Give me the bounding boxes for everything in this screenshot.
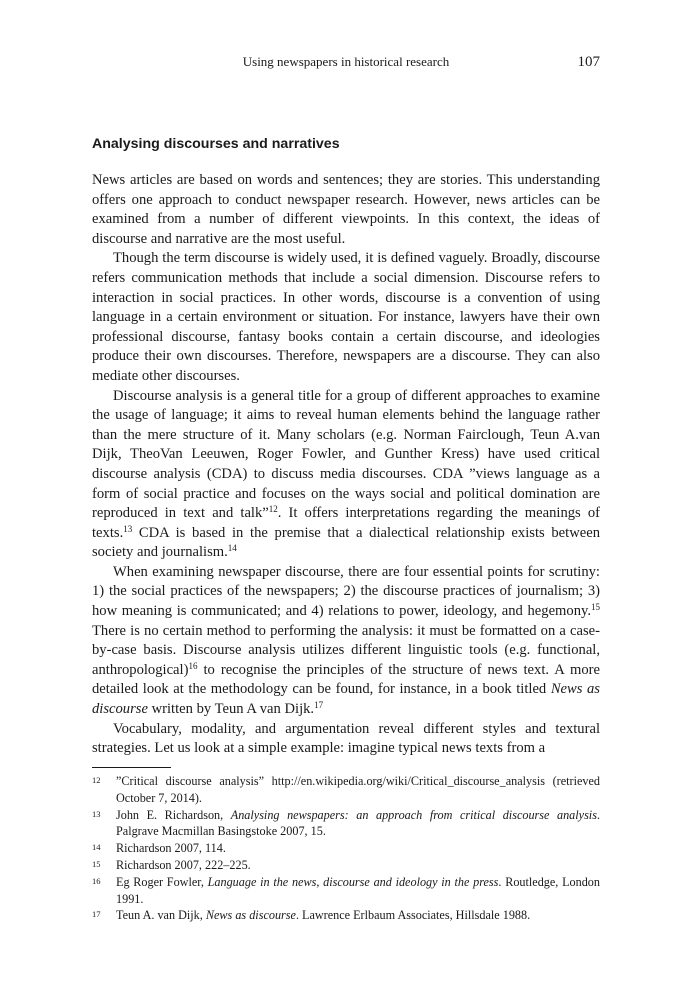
paragraph-4: [92, 563, 600, 720]
footnote-text: [116, 907, 600, 924]
paragraph-1: News articles are based on words and sentences; they are stories. This understanding offers one approach to conduct newspaper research. However, news articles can be examined from a number of different viewpoints. In this context, the ideas of discourse and narrative are the most useful.: [92, 172, 600, 247]
footnote-publication: . Palgrave Macmillan Basingstoke 2007, 15.: [116, 807, 600, 839]
body-text: [92, 171, 600, 759]
paragraph-4-text-c: to recognise the principles of the structure of news text. A more detailed look at the methodology can be found, for instance, in a book titled: [92, 661, 600, 698]
paragraph-4-text-d: written by Teun A van Dijk.: [147, 701, 315, 718]
paragraph-3: [92, 387, 600, 563]
footnote-author: Eg Roger Fowler,: [116, 874, 208, 889]
paragraph-5: Vocabulary, modality, and argumentation reveal different styles and textural strategies. Let us look at a simple example: imagine typical news texts from a: [92, 720, 600, 757]
footnote-author: Teun A. van Dijk,: [116, 908, 206, 923]
footnote-number: 17: [92, 909, 101, 920]
paragraph-3-text-a: Discourse analysis is a general title for a group of different approaches to examine the usage of language; it aims to reveal human elements behind the language rather than the mere structure of it. Many scholars (e.g. Norman Fairclough, Teun A.van Dijk, TheoVan Leeuwen, Roger Fowler, and Gunther Kress) have used critical discourse analysis (CDA) to discuss media discourses. CDA ”views language as a form of social practice and focuses on the ways social and political domination are reproduced in text and talk”: [92, 387, 600, 522]
footnote-divider: [92, 767, 171, 768]
footnote-publication: . Lawrence Erlbaum Associates, Hillsdale 1988.: [295, 908, 531, 923]
footnote-publication: . Routledge, London 1991.: [116, 874, 600, 906]
running-title: Using newspapers in historical research: [242, 54, 450, 69]
footnote-14: [92, 840, 600, 857]
footnote-number: 12: [92, 775, 101, 785]
footnote-work-title: Analysing newspapers: an approach from critical discourse analysis: [230, 807, 597, 822]
footnote-16: [92, 874, 600, 908]
footnote-work-title: Language in the news, discourse and ideology in the press: [207, 874, 499, 889]
paragraph-3-text-c: CDA is based in the premise that a dialectical relationship exists between society and journalism.: [92, 524, 600, 561]
book-title-news-as-discourse: News as discourse: [92, 681, 600, 718]
footnote-ref-16[interactable]: 16: [188, 660, 198, 671]
footnote-number: 14: [92, 842, 101, 853]
paragraph-4-text-a: When examining newspaper discourse, there are four essential points for scrutiny: 1) the social practices of the newspapers; 2) the discourse practices of journalism; 3) how meaning is communicated; and 4) relations to power, ideology, and hegemony.: [92, 563, 600, 620]
footnote-text: ”Critical discourse analysis” http://en.wikipedia.org/wiki/Critical_discourse_analysis (retrieved October 7, 2014).: [116, 774, 600, 805]
footnote-author: John E. Richardson,: [116, 807, 231, 822]
footnote-number: 16: [92, 875, 101, 886]
footnote-number: 13: [92, 808, 101, 819]
footnote-work-title: News as discourse: [205, 908, 296, 923]
footnote-ref-14[interactable]: 14: [227, 543, 237, 554]
footnote-15: [92, 857, 600, 874]
footnote-12: [92, 773, 600, 807]
paragraph-3-text-b: . It offers interpretations regarding the meanings of texts.: [92, 505, 600, 541]
page-number: 107: [577, 54, 600, 70]
paragraph-2: Though the term discourse is widely used, it is defined vaguely. Broadly, discourse refers communication methods that include a social dimension. Discourse refers to interaction in social practices. In other words, discourse is a convention of using language in a certain environment or situation. For instance, lawyers have their own professional discourse, fantasy books contain a certain discourse, and ideologies produce their own discourses. Therefore, newspapers are a discourse. They can also mediate other discourses.: [92, 250, 600, 384]
footnote-ref-12[interactable]: 12: [268, 504, 278, 515]
footnote-text: Richardson 2007, 114.: [116, 841, 226, 856]
footnote-text: [116, 807, 600, 841]
footnote-text: Richardson 2007, 222–225.: [116, 857, 251, 872]
section-heading: Analysing discourses and narratives: [92, 136, 340, 152]
footnote-ref-17[interactable]: 17: [314, 700, 324, 711]
footnote-text: [116, 874, 600, 908]
footnote-ref-13[interactable]: 13: [123, 523, 133, 534]
footnote-ref-15[interactable]: 15: [591, 602, 600, 613]
footnote-13: [92, 807, 600, 841]
footnotes: [92, 773, 600, 924]
footnote-number: 15: [92, 858, 101, 869]
paragraph-4-text-b: There is no certain method to performing the analysis: it must be formatted on a case-by-case basis. Discourse analysis utilizes different linguistic tools (e.g. functional, anthropological): [92, 622, 600, 678]
footnote-17: [92, 907, 600, 924]
